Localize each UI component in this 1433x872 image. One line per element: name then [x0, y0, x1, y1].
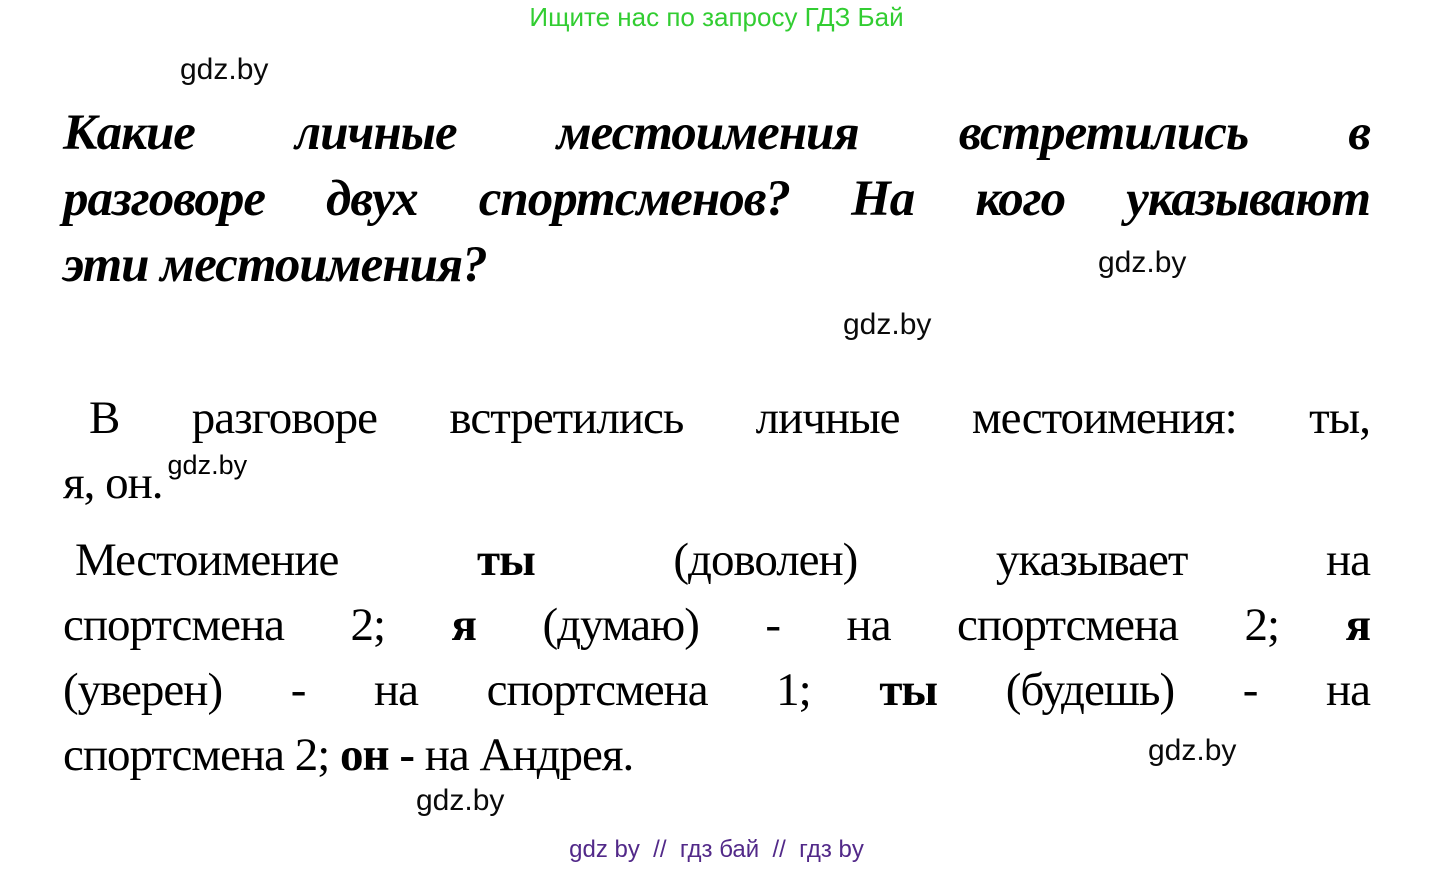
answer-intro-line-2-text: я, он.	[63, 457, 163, 509]
answer-intro	[63, 386, 1370, 516]
answer-intro-line-1: В разговоре встретились личные местоимения: ты,	[89, 392, 1370, 444]
question-line-3: эти местоимения?	[63, 237, 487, 293]
footer-keywords: gdz by // гдз бай // гдз by	[569, 836, 864, 863]
watermark-gdzby-bottom-center: gdz.by	[416, 784, 505, 817]
answer-detail-line-2: спортсмена 2; я (думаю) - на спортсмена 2; я	[63, 599, 1370, 651]
answer-detail-line-3: (уверен) - на спортсмена 1; ты (будешь) - на	[63, 664, 1370, 716]
question-line-1: Какие личные местоимения встретились в	[63, 105, 1370, 161]
answer-detail-line-4: спортсмена 2; он - на Андрея.	[63, 729, 634, 781]
watermark-gdzby-right-of-question: gdz.by	[1098, 246, 1187, 279]
answer-detail-line-1: Местоимение ты (доволен) указывает на	[75, 534, 1370, 586]
watermark-gdzby-superscript: gdz.by	[167, 450, 248, 480]
watermark-gdzby-center: gdz.by	[843, 308, 932, 341]
watermark-gdzby-bottom-right: gdz.by	[1148, 734, 1237, 767]
promo-banner-text: Ищите нас по запросу ГДЗ Бай	[529, 2, 904, 32]
answer-intro-line-2	[63, 451, 1370, 516]
watermark-gdzby-top-left: gdz.by	[180, 53, 269, 86]
question-line-2: разговоре двух спортсменов? На кого указывают	[63, 171, 1370, 227]
